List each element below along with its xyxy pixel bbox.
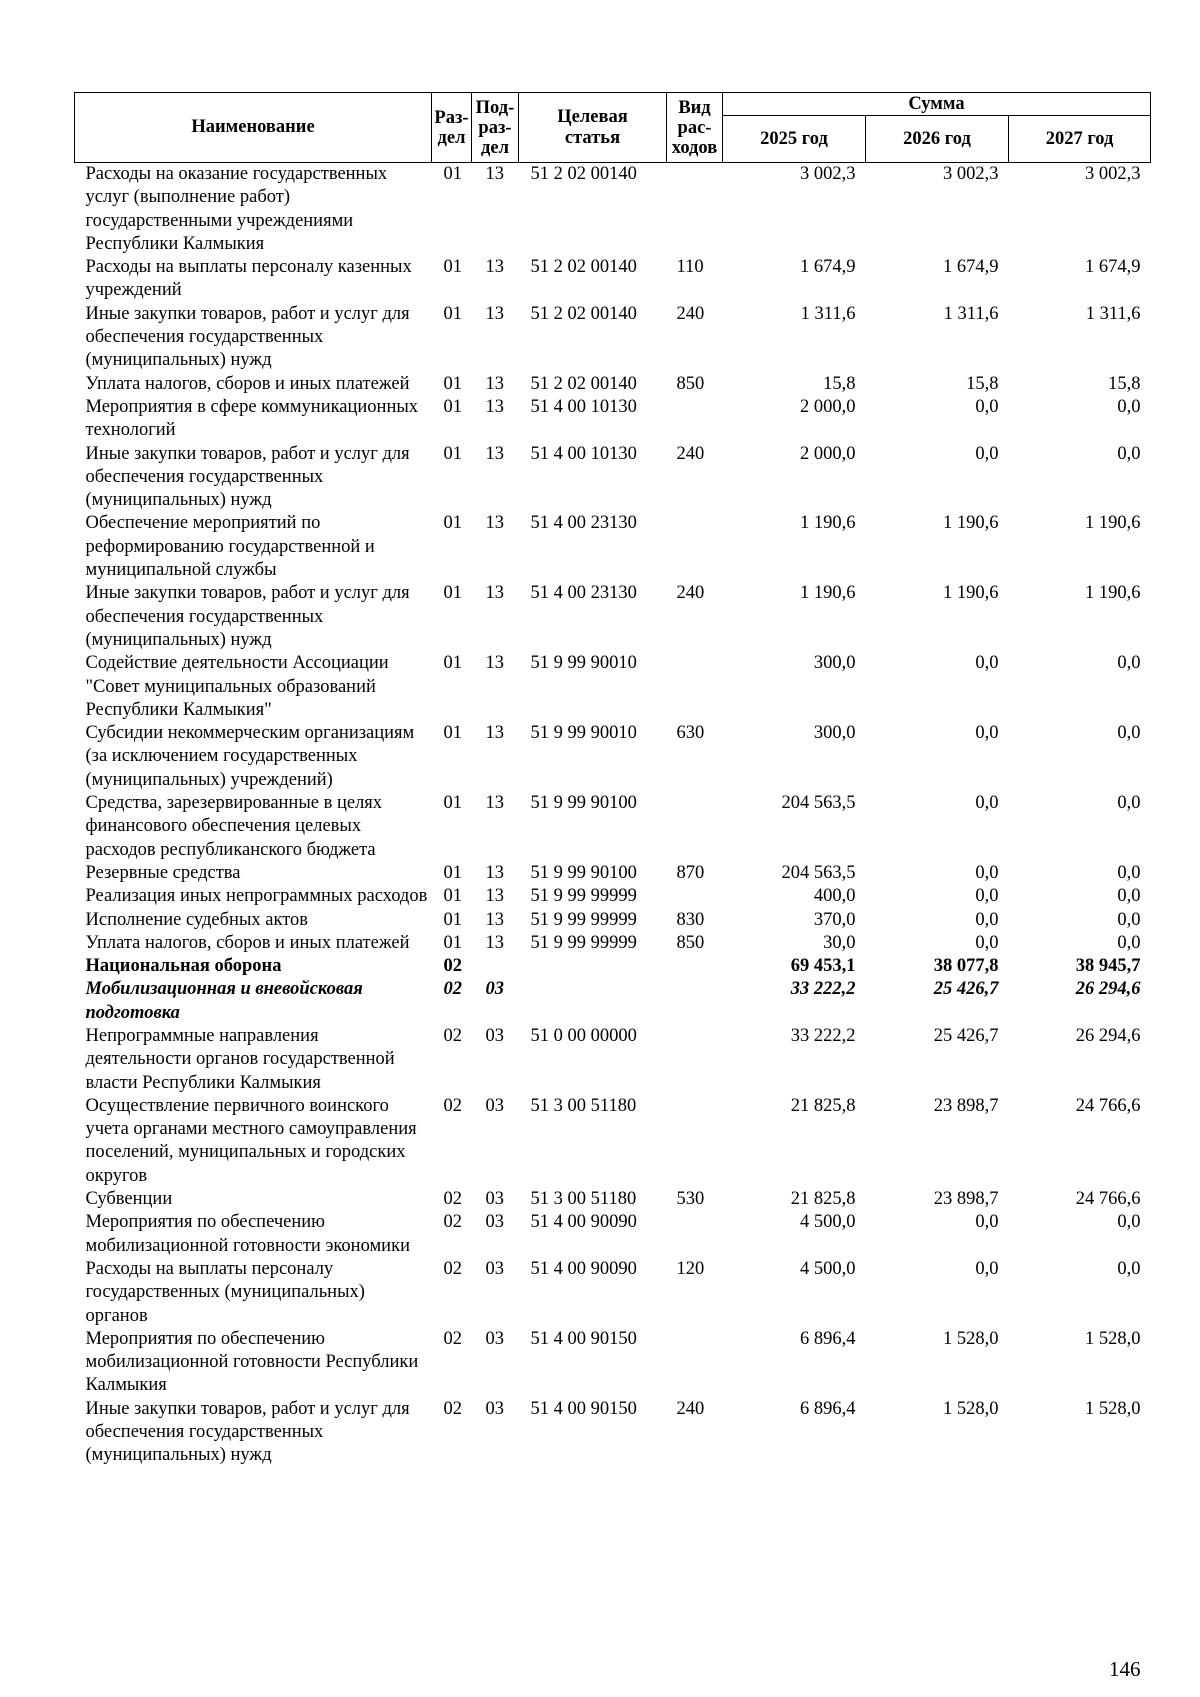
- row-vid: 120: [676, 1258, 705, 1279]
- row-sum-2026: 23 898,7: [933, 1189, 999, 1210]
- row-sum-2025: 2 000,0: [800, 396, 856, 417]
- header-tsel-text: Целевая статья: [557, 106, 628, 148]
- row-sum-2026: 0,0: [975, 909, 999, 930]
- row-vid: 240: [676, 1398, 705, 1419]
- row-sum-2025: 69 453,1: [790, 956, 856, 977]
- row-sum-2026: 0,0: [975, 1212, 999, 1233]
- header-podrazdel: [472, 93, 519, 163]
- row-name: Расходы на выплаты персоналу казенных учреждений: [85, 257, 412, 301]
- row-vid: [667, 885, 723, 908]
- row-razdel: 02: [443, 1328, 462, 1349]
- header-year-2026: 2026 год: [866, 116, 1009, 163]
- header-razdel-text: Раз- дел: [434, 107, 469, 148]
- row-name: Средства, зарезервированные в целях финансового обеспечения целевых расходов республиканского бюджета: [85, 793, 383, 860]
- table-row: [75, 862, 1151, 885]
- row-tsel: 51 4 00 10130: [530, 396, 637, 417]
- row-sum-2026: 0,0: [975, 1258, 999, 1279]
- table-row: [75, 1328, 1151, 1398]
- row-sum-2026: 0,0: [975, 396, 999, 417]
- row-sum-2026: 0,0: [975, 793, 999, 814]
- row-razdel: 01: [443, 793, 462, 814]
- row-vid: [667, 512, 723, 582]
- row-sum-2027: 0,0: [1117, 396, 1141, 417]
- row-sum-2027: 26 294,6: [1075, 1025, 1141, 1046]
- table-header: [75, 93, 1151, 163]
- table-row: [75, 256, 1151, 303]
- row-podrazdel: 03: [485, 979, 504, 1000]
- row-sum-2027: 38 945,7: [1075, 956, 1141, 977]
- table-row: [75, 443, 1151, 513]
- row-podrazdel: 13: [485, 583, 504, 604]
- row-podrazdel: 13: [485, 932, 504, 953]
- row-sum-2025: 1 190,6: [800, 513, 856, 534]
- row-sum-2027: 1 190,6: [1085, 513, 1141, 534]
- row-tsel: 51 9 99 90010: [530, 723, 637, 744]
- row-podrazdel: 03: [485, 1095, 504, 1116]
- row-vid: [667, 1095, 723, 1188]
- header-year-2025: 2025 год: [723, 116, 866, 163]
- row-razdel: 01: [443, 862, 462, 883]
- row-sum-2027: 0,0: [1117, 862, 1141, 883]
- row-sum-2026: 0,0: [975, 862, 999, 883]
- row-name: Резервные средства: [85, 862, 241, 883]
- header-year-2027: 2027 год: [1009, 116, 1151, 163]
- table-row: [75, 652, 1151, 722]
- table-row: [75, 909, 1151, 932]
- header-vid: [667, 93, 723, 163]
- row-podrazdel: 03: [485, 1328, 504, 1349]
- row-razdel: 02: [443, 1398, 462, 1419]
- row-sum-2026: 1 190,6: [943, 583, 999, 604]
- row-podrazdel: 13: [485, 373, 504, 394]
- row-vid: 240: [676, 303, 705, 324]
- row-sum-2025: 33 222,2: [790, 979, 856, 1000]
- row-razdel: 01: [443, 373, 462, 394]
- row-razdel: 01: [443, 886, 462, 907]
- row-name: Уплата налогов, сборов и иных платежей: [85, 932, 410, 953]
- row-sum-2027: 15,8: [1108, 373, 1141, 394]
- table-row: [75, 792, 1151, 862]
- row-sum-2027: 0,0: [1117, 723, 1141, 744]
- row-name: Национальная оборона: [85, 956, 282, 977]
- row-razdel: 01: [443, 723, 462, 744]
- row-razdel: 02: [443, 1189, 462, 1210]
- row-podrazdel: 13: [485, 164, 504, 184]
- row-tsel: 51 9 99 90100: [530, 862, 637, 883]
- row-sum-2026: 0,0: [975, 723, 999, 744]
- row-vid: 870: [676, 862, 705, 883]
- row-sum-2025: 21 825,8: [790, 1095, 856, 1116]
- row-name: Реализация иных непрограммных расходов: [85, 886, 428, 907]
- row-vid: [667, 978, 723, 1025]
- row-razdel: 01: [443, 303, 462, 324]
- table-row: [75, 373, 1151, 396]
- header-razdel: [432, 93, 472, 163]
- row-razdel: 01: [443, 443, 462, 464]
- table-body: [75, 163, 1151, 1468]
- row-tsel: 51 9 99 99999: [530, 909, 637, 930]
- table-row: [75, 396, 1151, 443]
- row-podrazdel: 13: [485, 396, 504, 417]
- row-vid: 530: [676, 1189, 705, 1210]
- row-razdel: 01: [443, 513, 462, 534]
- row-sum-2027: 0,0: [1117, 1258, 1141, 1279]
- row-sum-2026: 0,0: [975, 653, 999, 674]
- table-row: [75, 1095, 1151, 1188]
- row-podrazdel: 13: [485, 862, 504, 883]
- row-tsel: 51 2 02 00140: [530, 303, 637, 324]
- row-vid: 240: [676, 443, 705, 464]
- row-sum-2027: 0,0: [1117, 653, 1141, 674]
- row-sum-2027: 0,0: [1117, 932, 1141, 953]
- row-vid: [667, 955, 723, 978]
- row-tsel: 51 9 99 99999: [530, 932, 637, 953]
- row-tsel: 51 9 99 90010: [530, 653, 637, 674]
- row-vid: [667, 1211, 723, 1258]
- row-podrazdel: 03: [485, 1189, 504, 1210]
- row-name: Мероприятия по обеспечению мобилизационной готовности экономики: [85, 1212, 410, 1256]
- table-row: [75, 303, 1151, 373]
- row-sum-2025: 30,0: [823, 932, 856, 953]
- row-vid: [667, 1328, 723, 1398]
- row-tsel: 51 3 00 51180: [530, 1189, 637, 1210]
- row-sum-2027: 0,0: [1117, 793, 1141, 814]
- row-name: Мероприятия в сфере коммуникационных технологий: [85, 396, 419, 441]
- row-sum-2025: 21 825,8: [790, 1189, 856, 1210]
- row-name: Расходы на оказание государственных услуг (выполнение работ) государственными учреждениями Республики Калмыкия: [85, 164, 388, 254]
- table-row: [75, 722, 1151, 792]
- row-name: Уплата налогов, сборов и иных платежей: [85, 373, 410, 394]
- row-sum-2027: 1 674,9: [1085, 257, 1141, 278]
- row-sum-2026: 1 528,0: [943, 1328, 999, 1349]
- row-sum-2025: 300,0: [813, 723, 856, 744]
- row-razdel: 01: [443, 164, 462, 184]
- row-tsel: 51 2 02 00140: [530, 257, 637, 278]
- row-tsel: [519, 978, 667, 1025]
- row-name: Иные закупки товаров, работ и услуг для обеспечения государственных (муниципальных) нужд: [85, 583, 410, 650]
- row-tsel: 51 4 00 90090: [530, 1258, 637, 1279]
- row-podrazdel: 13: [485, 513, 504, 534]
- table-row: [75, 582, 1151, 652]
- row-sum-2026: 15,8: [966, 373, 999, 394]
- row-tsel: 51 3 00 51180: [530, 1095, 637, 1116]
- row-podrazdel: 03: [485, 1258, 504, 1279]
- row-razdel: 01: [443, 653, 462, 674]
- row-razdel: 02: [443, 956, 462, 977]
- row-sum-2025: 400,0: [813, 886, 856, 907]
- row-sum-2026: 23 898,7: [933, 1095, 999, 1116]
- row-podrazdel: 13: [485, 793, 504, 814]
- row-sum-2025: 1 190,6: [800, 583, 856, 604]
- row-tsel: 51 2 02 00140: [530, 373, 637, 394]
- row-tsel: 51 9 99 99999: [530, 886, 637, 907]
- row-razdel: 02: [443, 1095, 462, 1116]
- row-sum-2026: 1 311,6: [943, 303, 999, 324]
- row-name: Иные закупки товаров, работ и услуг для обеспечения государственных (муниципальных) нужд: [85, 443, 410, 511]
- header-vid-text: Вид рас- ходов: [671, 97, 718, 158]
- row-razdel: 01: [443, 932, 462, 953]
- row-sum-2025: 204 563,5: [781, 793, 856, 814]
- row-podrazdel: 13: [485, 909, 504, 930]
- row-podrazdel: 03: [485, 1212, 504, 1233]
- row-vid: [667, 396, 723, 443]
- row-tsel: 51 2 02 00140: [530, 164, 637, 184]
- row-vid: 830: [676, 909, 705, 930]
- row-tsel: 51 4 00 23130: [530, 583, 637, 604]
- table-row: [75, 1398, 1151, 1468]
- row-sum-2026: 25 426,7: [933, 1025, 999, 1046]
- row-vid: 240: [676, 583, 705, 604]
- row-sum-2026: 1 190,6: [943, 513, 999, 534]
- row-vid: 850: [676, 932, 705, 953]
- row-name: Расходы на выплаты персоналу государственных (муниципальных) органов: [85, 1258, 365, 1326]
- table-row: [75, 1211, 1151, 1258]
- row-sum-2026: 0,0: [975, 932, 999, 953]
- row-sum-2025: 3 002,3: [800, 164, 856, 184]
- row-vid: 850: [676, 373, 705, 394]
- row-tsel: 51 4 00 10130: [530, 443, 637, 464]
- row-razdel: 02: [443, 1025, 462, 1046]
- row-sum-2025: 15,8: [823, 373, 856, 394]
- row-vid: [667, 163, 723, 257]
- row-tsel: 51 9 99 90100: [530, 793, 637, 814]
- row-sum-2025: 4 500,0: [800, 1212, 856, 1233]
- row-sum-2026: 1 674,9: [943, 257, 999, 278]
- row-podrazdel: 03: [485, 1398, 504, 1419]
- row-razdel: 01: [443, 583, 462, 604]
- row-podrazdel: 13: [485, 723, 504, 744]
- budget-table: [74, 92, 1151, 1468]
- table-row: [75, 932, 1151, 955]
- row-sum-2027: 1 528,0: [1085, 1328, 1141, 1349]
- row-podrazdel: 13: [485, 303, 504, 324]
- row-sum-2025: 1 311,6: [800, 303, 856, 324]
- row-sum-2027: 0,0: [1117, 1212, 1141, 1233]
- row-razdel: 02: [443, 1258, 462, 1279]
- row-vid: 110: [676, 257, 704, 278]
- row-sum-2027: 0,0: [1117, 443, 1141, 464]
- row-name: Иные закупки товаров, работ и услуг для обеспечения государственных (муниципальных) нужд: [85, 1398, 410, 1466]
- row-sum-2025: 300,0: [813, 653, 856, 674]
- row-name: Содействие деятельности Ассоциации "Совет муниципальных образований Республики Калмыкия": [85, 653, 389, 720]
- row-sum-2027: 0,0: [1117, 909, 1141, 930]
- table-row: [75, 1188, 1151, 1211]
- row-vid: 630: [676, 723, 705, 744]
- row-razdel: 01: [443, 909, 462, 930]
- header-podrazdel-text: Под- раз- дел: [475, 97, 515, 158]
- table-row: [75, 1025, 1151, 1095]
- row-razdel: 02: [443, 1212, 462, 1233]
- row-sum-2027: 1 190,6: [1085, 583, 1141, 604]
- row-tsel: 51 4 00 90150: [530, 1328, 637, 1349]
- row-sum-2026: 25 426,7: [933, 979, 999, 1000]
- row-sum-2026: 0,0: [975, 443, 999, 464]
- row-tsel: 51 4 00 90090: [530, 1212, 637, 1233]
- row-vid: [667, 652, 723, 722]
- row-sum-2026: 3 002,3: [943, 164, 999, 184]
- row-name: Субвенции: [85, 1189, 173, 1210]
- row-podrazdel: 13: [485, 886, 504, 907]
- row-tsel: 51 0 00 00000: [530, 1025, 637, 1046]
- row-name: Непрограммные направления деятельности органов государственной власти Республики Калмыкия: [85, 1025, 395, 1093]
- table-row: [75, 163, 1151, 257]
- row-podrazdel: [472, 955, 519, 978]
- row-sum-2025: 4 500,0: [800, 1258, 856, 1279]
- row-sum-2026: 38 077,8: [933, 956, 999, 977]
- row-sum-2027: 1 528,0: [1085, 1398, 1141, 1419]
- row-tsel: 51 4 00 23130: [530, 513, 637, 534]
- row-razdel: 01: [443, 396, 462, 417]
- table-row: [75, 885, 1151, 908]
- row-vid: [667, 792, 723, 862]
- row-sum-2025: 204 563,5: [781, 862, 856, 883]
- row-sum-2025: 33 222,2: [790, 1025, 856, 1046]
- row-sum-2027: 3 002,3: [1085, 164, 1141, 184]
- row-name: Мероприятия по обеспечению мобилизационной готовности Республики Калмыкия: [85, 1328, 419, 1396]
- row-razdel: 01: [443, 257, 462, 278]
- row-tsel: 51 4 00 90150: [530, 1398, 637, 1419]
- row-podrazdel: 13: [485, 653, 504, 674]
- row-podrazdel: 03: [485, 1025, 504, 1046]
- table-row: [75, 512, 1151, 582]
- row-podrazdel: 13: [485, 443, 504, 464]
- row-sum-2026: 1 528,0: [943, 1398, 999, 1419]
- row-sum-2027: 1 311,6: [1085, 303, 1141, 324]
- table-row: [75, 955, 1151, 978]
- table-row: [75, 978, 1151, 1025]
- row-sum-2025: 370,0: [813, 909, 856, 930]
- row-sum-2027: 24 766,6: [1075, 1095, 1141, 1116]
- table-row: [75, 1258, 1151, 1328]
- row-name: Субсидии некоммерческим организациям (за исключением государственных (муниципальных) учреждений): [85, 723, 415, 790]
- header-summa: Сумма: [723, 93, 1151, 116]
- row-sum-2025: 6 896,4: [800, 1398, 856, 1419]
- row-sum-2027: 26 294,6: [1075, 979, 1141, 1000]
- row-sum-2025: 6 896,4: [800, 1328, 856, 1349]
- row-name: Обеспечение мероприятий по реформированию государственной и муниципальной службы: [85, 513, 375, 581]
- header-tsel: [519, 93, 667, 163]
- row-name: Иные закупки товаров, работ и услуг для обеспечения государственных (муниципальных) нужд: [85, 303, 410, 371]
- row-vid: [667, 1025, 723, 1095]
- row-tsel: [519, 955, 667, 978]
- row-sum-2026: 0,0: [975, 886, 999, 907]
- header-name: Наименование: [75, 93, 432, 163]
- row-name: Исполнение судебных актов: [85, 909, 309, 930]
- row-sum-2027: 24 766,6: [1075, 1189, 1141, 1210]
- page-number: 146: [1109, 1657, 1141, 1681]
- row-sum-2027: 0,0: [1117, 886, 1141, 907]
- row-name: Мобилизационная и вневойсковая подготовка: [85, 979, 363, 1023]
- row-sum-2025: 2 000,0: [800, 443, 856, 464]
- row-podrazdel: 13: [485, 257, 504, 278]
- row-name: Осуществление первичного воинского учета органами местного самоуправления поселений, муниципальных и городских округов: [85, 1095, 417, 1186]
- row-razdel: 02: [443, 979, 462, 1000]
- row-sum-2025: 1 674,9: [800, 257, 856, 278]
